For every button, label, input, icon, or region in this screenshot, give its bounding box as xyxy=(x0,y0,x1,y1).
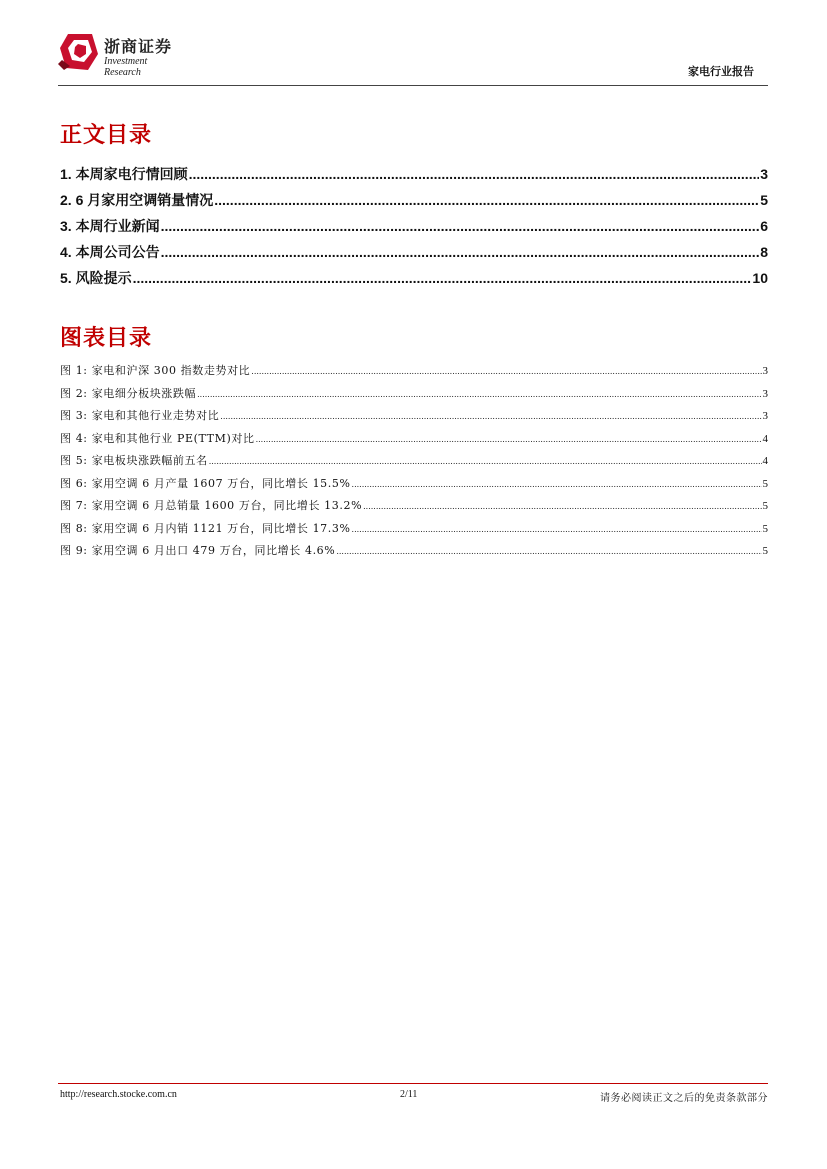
footer-divider xyxy=(58,1083,768,1084)
logo-mark-icon xyxy=(58,30,100,72)
toc-entry-page: 10 xyxy=(752,270,768,286)
dot-leader xyxy=(352,525,762,534)
toc-entry[interactable] xyxy=(60,268,768,294)
figure-entry-page: 4 xyxy=(762,455,768,467)
figure-entry[interactable] xyxy=(60,520,768,543)
figure-entry-page: 4 xyxy=(762,432,768,445)
figure-entry-text: 图 5: 家电板块涨跌幅前五名 xyxy=(60,454,208,467)
figure-entry-page: 5 xyxy=(762,500,768,512)
footer-page-number: 2/11 xyxy=(400,1089,418,1100)
dot-leader xyxy=(161,218,760,234)
figure-entry-text: 图 1: 家电和沪深 300 指数走势对比 xyxy=(60,364,251,377)
footer-url-link[interactable]: http://research.stocke.com.cn xyxy=(60,1089,177,1100)
toc-entry-page: 5 xyxy=(760,192,768,208)
figure-entry-page: 5 xyxy=(762,545,768,557)
figure-list xyxy=(60,362,768,565)
figure-entry[interactable] xyxy=(60,497,768,520)
toc-entry[interactable] xyxy=(60,216,768,242)
figure-entry-page: 5 xyxy=(762,522,768,535)
figure-entry-text: 图 2: 家电细分板块涨跌幅 xyxy=(60,386,197,400)
logo-chinese-name: 浙商证券 xyxy=(104,37,173,56)
figure-entry-text: 图 6: 家用空调 6 月产量 1607 万台，同比增长 15.5% xyxy=(60,476,351,490)
dot-leader xyxy=(336,547,761,556)
toc-entry[interactable] xyxy=(60,164,768,190)
footer-disclaimer-note: 请务必阅读正文之后的免责条款部分 xyxy=(600,1093,768,1104)
dot-leader xyxy=(214,192,759,208)
figure-list-heading: 图表目录 xyxy=(60,326,153,351)
figure-entry[interactable] xyxy=(60,542,768,565)
figure-entry[interactable] xyxy=(60,430,768,453)
toc-heading: 正文目录 xyxy=(60,123,153,148)
header-divider xyxy=(58,85,768,86)
report-type-label: 家电行业报告 xyxy=(688,65,754,78)
figure-entry-text: 图 9: 家用空调 6 月出口 479 万台，同比增长 4.6% xyxy=(60,544,336,557)
toc-entry-text: 5. 风险提示 xyxy=(60,270,132,286)
figure-entry-page: 5 xyxy=(762,477,768,490)
figure-entry[interactable] xyxy=(60,385,768,408)
toc-entry-text: 2. 6 月家用空调销量情况 xyxy=(60,192,214,208)
company-logo xyxy=(58,30,178,78)
dot-leader xyxy=(251,367,761,376)
dot-leader xyxy=(256,435,762,444)
logo-english-name: Investment Research xyxy=(104,56,148,78)
figure-entry-page: 3 xyxy=(762,365,768,377)
figure-entry-text: 图 8: 家用空调 6 月内销 1121 万台，同比增长 17.3% xyxy=(60,521,351,535)
figure-entry-text: 图 4: 家电和其他行业 PE(TTM)对比 xyxy=(60,431,255,445)
dot-leader xyxy=(220,412,761,421)
figure-entry-text: 图 7: 家用空调 6 月总销量 1600 万台，同比增长 13.2% xyxy=(60,499,363,512)
figure-entry[interactable] xyxy=(60,362,768,385)
dot-leader xyxy=(363,502,761,511)
page-header xyxy=(58,30,768,88)
toc-entry-page: 6 xyxy=(760,218,768,234)
toc-entry[interactable] xyxy=(60,242,768,268)
toc-entry-text: 3. 本周行业新闻 xyxy=(60,218,160,234)
dot-leader xyxy=(161,244,760,260)
figure-entry[interactable] xyxy=(60,452,768,475)
dot-leader xyxy=(189,166,760,182)
dot-leader xyxy=(133,270,752,286)
figure-entry-page: 3 xyxy=(762,387,768,400)
toc-entry[interactable] xyxy=(60,190,768,216)
figure-entry[interactable] xyxy=(60,407,768,430)
toc-entry-text: 1. 本周家电行情回顾 xyxy=(60,166,188,182)
dot-leader xyxy=(197,390,761,399)
figure-entry-text: 图 3: 家电和其他行业走势对比 xyxy=(60,409,220,422)
table-of-contents xyxy=(60,164,768,294)
figure-entry[interactable] xyxy=(60,475,768,498)
dot-leader xyxy=(352,480,762,489)
toc-entry-page: 3 xyxy=(760,166,768,182)
toc-entry-text: 4. 本周公司公告 xyxy=(60,244,160,260)
toc-entry-page: 8 xyxy=(760,244,768,260)
figure-entry-page: 3 xyxy=(762,410,768,422)
dot-leader xyxy=(209,457,762,466)
